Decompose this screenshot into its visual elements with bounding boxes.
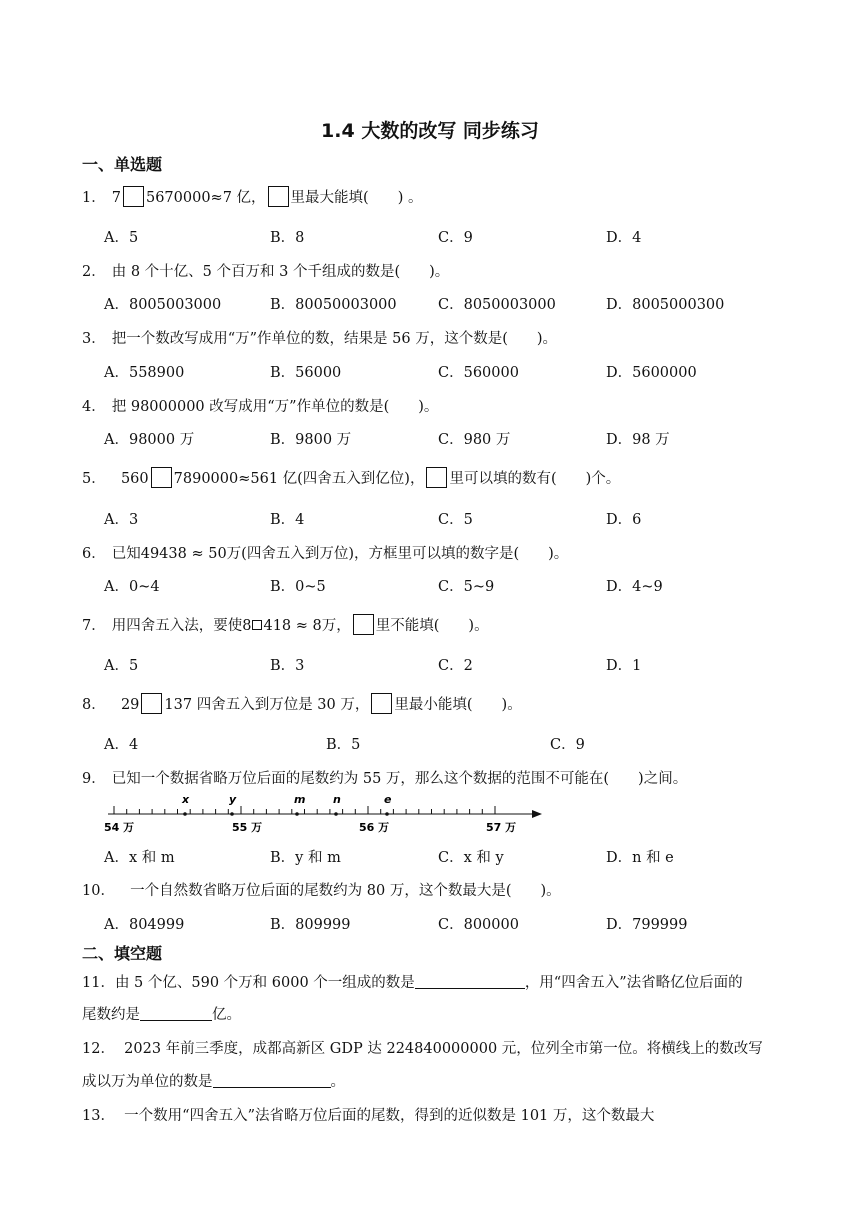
option-b: B．809999 (270, 917, 351, 933)
number-line-label: 56 万 (359, 821, 390, 834)
question-text: 里可以填的数有( )个。 (449, 471, 621, 487)
question-text: 一个数用“四舍五入”法省略万位后面的尾数，得到的近似数是 101 万，这个数最大 (124, 1108, 655, 1124)
point-label-m: m (294, 793, 306, 806)
option-d: D．5600000 (606, 365, 697, 381)
option-b: B．56000 (270, 365, 342, 381)
question-text: 已知一个数据省略万位后面的尾数约为 55 万，那么这个数据的范围不可能在( )之间。 (111, 771, 688, 787)
option-a: A．5 (104, 658, 139, 674)
option-a: A．4 (104, 737, 139, 753)
option-a: A．5 (104, 230, 139, 246)
option-c: C．x 和 y (438, 850, 504, 866)
answer-box (141, 693, 162, 714)
question-number: 11． (82, 975, 115, 991)
number-line-point (295, 812, 299, 816)
question-number: 6． (82, 546, 106, 562)
question-text: 已知49438 ≈ 50万(四舍五入到万位)，方框里可以填的数字是( )。 (111, 546, 569, 562)
page-title: 1.4 大数的改写 同步练习 (321, 120, 539, 142)
question-2 (82, 260, 449, 281)
question-text: 尾数约是 (82, 1007, 140, 1023)
question-text: 用四舍五入法，要使8 (111, 618, 252, 634)
option-b: B．5 (326, 737, 361, 753)
question-text: 5670000≈7 亿， (145, 190, 266, 206)
question-number: 7． (82, 618, 106, 634)
number-line-label: 54 万 (104, 821, 135, 834)
option-c: C．560000 (438, 365, 519, 381)
option-d: D．98 万 (606, 432, 670, 448)
number-line-label: 57 万 (486, 821, 517, 834)
answer-box (151, 467, 172, 488)
question-1 (82, 186, 422, 207)
answer-box (353, 614, 374, 635)
question-text: 把一个数改写成用“万”作单位的数，结果是 56 万，这个数是( )。 (111, 331, 558, 347)
question-number: 13． (82, 1108, 115, 1124)
question-number: 5． (82, 471, 106, 487)
question-number: 10． (82, 883, 115, 899)
question-4 (82, 395, 438, 416)
option-a: A．804999 (104, 917, 185, 933)
answer-box (268, 186, 289, 207)
question-text: 由 8 个十亿、5 个百万和 3 个千组成的数是( )。 (111, 264, 450, 280)
option-c: C．2 (438, 658, 473, 674)
option-c: C．8050003000 (438, 297, 556, 313)
question-text: 里最大能填( ) 。 (290, 190, 423, 206)
question-3 (82, 327, 557, 348)
option-a: A．3 (104, 512, 139, 528)
question-10 (82, 879, 561, 900)
question-text: 由 5 个亿、590 个万和 6000 个一组成的数是 (114, 975, 415, 991)
question-11 (82, 971, 743, 992)
option-b: B．4 (270, 512, 305, 528)
question-text: 一个自然数省略万位后面的尾数约为 80 万，这个数最大是( )。 (130, 883, 561, 899)
option-d: D．8005000300 (606, 297, 725, 313)
question-13 (82, 1104, 654, 1125)
answer-box (123, 186, 144, 207)
answer-blank[interactable] (213, 1073, 331, 1088)
option-b: B．0~5 (270, 579, 326, 595)
question-text: 2023 年前三季度，成都高新区 GDP 达 224840000000 元，位列全市第一位。将横线上的数改写 (124, 1041, 763, 1057)
question-text: 成以万为单位的数是 (82, 1074, 213, 1090)
question-number: 8． (82, 697, 106, 713)
option-b: B．8 (270, 230, 305, 246)
arrow-icon (532, 810, 542, 818)
answer-box (252, 620, 262, 630)
number-line-point (183, 812, 187, 816)
number-line-point (230, 812, 234, 816)
option-c: C．980 万 (438, 432, 511, 448)
option-d: D．1 (606, 658, 642, 674)
question-text: 里最小能填( )。 (394, 697, 522, 713)
question-11-line-2 (82, 1003, 241, 1024)
question-6 (82, 542, 568, 563)
question-7 (82, 614, 489, 635)
section-heading-fill-blank: 二、填空题 (82, 944, 163, 963)
question-text: 。 (330, 1074, 345, 1090)
question-text: 29 (120, 697, 140, 713)
question-12-line-2 (82, 1070, 345, 1091)
question-text: 里不能填( )。 (375, 618, 489, 634)
option-d: D．n 和 e (606, 850, 674, 866)
option-b: B．9800 万 (270, 432, 352, 448)
number-line-point (334, 812, 338, 816)
option-b: B．3 (270, 658, 305, 674)
question-8 (82, 693, 522, 714)
option-d: D．6 (606, 512, 642, 528)
option-b: B．y 和 m (270, 850, 341, 866)
question-number: 3． (82, 331, 106, 347)
question-text: 137 四舍五入到万位是 30 万， (164, 697, 370, 713)
option-c: C．9 (550, 737, 585, 753)
option-d: D．799999 (606, 917, 688, 933)
number-line-figure (100, 792, 550, 836)
answer-box (426, 467, 447, 488)
option-c: C．800000 (438, 917, 519, 933)
option-d: D．4~9 (606, 579, 663, 595)
question-number: 12． (82, 1041, 115, 1057)
question-number: 2． (82, 264, 106, 280)
option-b: B．80050003000 (270, 297, 397, 313)
question-text: 7 (111, 190, 121, 206)
question-text: 亿。 (212, 1007, 241, 1023)
question-number: 1． (82, 190, 106, 206)
number-line-point (385, 812, 389, 816)
question-text: 把 98000000 改写成用“万”作单位的数是( )。 (111, 399, 439, 415)
point-label-e: e (384, 793, 392, 806)
option-c: C．9 (438, 230, 473, 246)
question-12 (82, 1037, 763, 1058)
answer-blank[interactable] (140, 1006, 212, 1021)
point-label-x: x (182, 793, 190, 806)
option-a: A．0~4 (104, 579, 160, 595)
section-heading-multiple-choice: 一、单选题 (82, 155, 163, 174)
question-text: ，用“四舍五入”法省略亿位后面的 (524, 975, 743, 991)
question-text: 7890000≈561 亿(四舍五入到亿位)， (173, 471, 425, 487)
question-text: 560 (120, 471, 149, 487)
question-number: 9． (82, 771, 106, 787)
option-a: A．8005003000 (104, 297, 222, 313)
question-number: 4． (82, 399, 106, 415)
question-9 (82, 767, 687, 788)
option-a: A．558900 (104, 365, 185, 381)
question-text: 418 ≈ 8万， (263, 618, 351, 634)
option-c: C．5~9 (438, 579, 495, 595)
number-line-label: 55 万 (232, 821, 263, 834)
question-5 (82, 467, 620, 488)
option-d: D．4 (606, 230, 642, 246)
option-a: A．98000 万 (104, 432, 195, 448)
point-label-n: n (333, 793, 341, 806)
option-a: A．x 和 m (104, 850, 175, 866)
answer-box (371, 693, 392, 714)
option-c: C．5 (438, 512, 473, 528)
answer-blank[interactable] (415, 974, 525, 989)
point-label-y: y (229, 793, 237, 806)
